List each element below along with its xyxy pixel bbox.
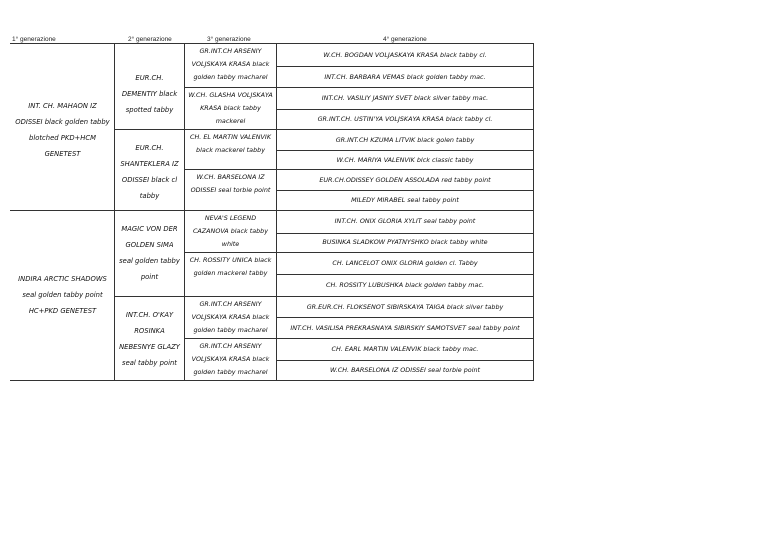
gen4-14: INT.CH. VASILISA PREKRASNAYA SIBIRSKIY SAMOTSVET seal tabby point xyxy=(277,318,534,339)
gen4-16: W.CH. BARSELONA IZ ODISSEI seal torbie point xyxy=(277,361,534,381)
header-gen4: 4° generazione xyxy=(383,36,427,43)
gen4-15: CH. EARL MARTIN VALENVIK black tabby mac. xyxy=(277,339,534,361)
gen4-9: INT.CH. ONIX GLORIA XYLIT seal tabby point xyxy=(277,211,534,234)
gen4-5: GR.INT.CH KZUMA LITVIK black golen tabby xyxy=(277,130,534,151)
header-gen2: 2° generazione xyxy=(128,36,172,43)
header-gen1: 1° generazione xyxy=(12,36,56,43)
gen2-sire-dam: EUR.CH. SHANTEKLERA IZ ODISSEI black cl tabby xyxy=(115,130,185,211)
gen3-2: W.CH. GLASHA VOLJSKAYA KRASA black tabby mackerel xyxy=(185,88,277,130)
gen2-dam-dam: INT.CH. O'KAY ROSINKA NEBESNYE GLAZY seal tabby point xyxy=(115,297,185,381)
gen4-3: INT.CH. VASILIY JASNIY SVET black silver tabby mac. xyxy=(277,88,534,110)
gen4-4: GR.INT.CH. USTIN'YA VOLJSKAYA KRASA black tabby cl. xyxy=(277,109,534,130)
gen4-10: BUSINKA SLADKOW PYATNYSHKO black tabby white xyxy=(277,233,534,252)
gen4-2: INT.CH. BARBARA VEMAS black golden tabby mac. xyxy=(277,67,534,88)
gen1-sire: INT. CH. MAHAON IZ ODISSEI black golden tabby blotched PKD+HCM GENETEST xyxy=(11,44,115,211)
gen3-4: W.CH. BARSELONA IZ ODISSEI seal torbie point xyxy=(185,170,277,211)
gen3-5: NEVA'S LEGEND CAZANOVA black tabby white xyxy=(185,211,277,253)
gen4-13: GR.EUR.CH. FLOKSENOT SIBIRSKAYA TAIGA black silver tabby xyxy=(277,297,534,318)
gen3-7: GR.INT.CH ARSENIY VOLJSKAYA KRASA black golden tabby macharel xyxy=(185,297,277,339)
gen4-11: CH. LANCELOT ONIX GLORIA golden cl. Tabby xyxy=(277,253,534,275)
gen3-3: CH. EL MARTIN VALENVIK black mackerel tabby xyxy=(185,130,277,170)
gen4-6: W.CH. MARIYA VALENVIK blck classic tabby xyxy=(277,151,534,170)
pedigree-table xyxy=(10,43,534,381)
gen3-6: CH. ROSSITY UNICA black golden mackerel tabby xyxy=(185,253,277,297)
gen4-1: W.CH. BOGDAN VOLJASKAYA KRASA black tabby cl. xyxy=(277,44,534,67)
gen2-sire-sire: EUR.CH. DEMENTIY black spotted tabby xyxy=(115,44,185,130)
gen4-8: MILEDY MIRABEL seal tabby point xyxy=(277,191,534,211)
gen4-7: EUR.CH.ODISSEY GOLDEN ASSOLADA red tabby point xyxy=(277,170,534,191)
gen3-1: GR.INT.CH ARSENIY VOLJSKAYA KRASA black golden tabby macharel xyxy=(185,44,277,88)
gen4-12: CH. ROSSITY LUBUSHKA black golden tabby mac. xyxy=(277,275,534,297)
gen1-dam: INDIRA ARCTIC SHADOWS seal golden tabby point HC+PKD GENETEST xyxy=(11,211,115,381)
gen2-dam-sire: MAGIC VON DER GOLDEN SIMA seal golden tabby point xyxy=(115,211,185,297)
gen3-8: GR.INT.CH ARSENIY VOLJSKAYA KRASA black golden tabby macharel xyxy=(185,339,277,381)
header-gen3: 3° generazione xyxy=(207,36,251,43)
